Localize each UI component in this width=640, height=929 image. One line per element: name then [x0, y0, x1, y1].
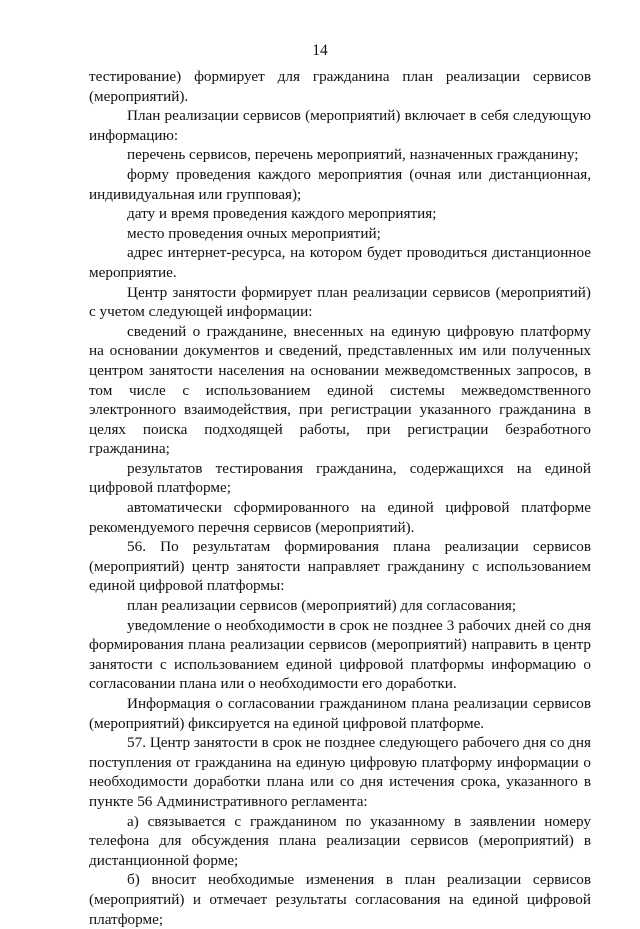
paragraph: 57. Центр занятости в срок не позднее следующего рабочего дня со дня поступления от гражданина на единую цифровую платформу информации о необходимости доработки плана или со дня истечения срока, указанного в пункте 56 Административного регламента:: [89, 734, 591, 810]
paragraph: Центр занятости формирует план реализации сервисов (мероприятий) с учетом следующей информации:: [89, 283, 591, 321]
list-item: адрес интернет-ресурса, на котором будет проводиться дистанционное мероприятие.: [89, 244, 591, 281]
list-item: б) вносит необходимые изменения в план реализации сервисов (мероприятий) и отмечает результаты согласования на единой цифровой платформе;: [89, 871, 591, 928]
paragraph: 56. По результатам формирования плана реализации сервисов (мероприятий) центр занятости направляет гражданину с использованием единой цифровой платформы:: [89, 538, 591, 595]
list-item: уведомление о необходимости в срок не позднее 3 рабочих дней со дня формирования плана реализации сервисов (мероприятий) направить в центр занятости с использованием единой цифровой платформы информацию о согласовании плана или о необходимости его доработки.: [89, 616, 591, 693]
list-item: автоматически сформированного на единой цифровой платформе рекомендуемого перечня сервисов (мероприятий).: [89, 499, 591, 536]
document-body: [89, 67, 591, 929]
list-item: место проведения очных мероприятий;: [127, 224, 381, 242]
paragraph: тестирование) формирует для гражданина план реализации сервисов (мероприятий).: [89, 68, 591, 105]
list-item: перечень сервисов, перечень мероприятий, назначенных гражданину;: [127, 146, 579, 164]
list-item: сведений о гражданине, внесенных на единую цифровую платформу на основании документов и сведений, представленных им или полученных центром занятости населения на основании межведомственных запросов, в том числе с использованием единой системы межведомственного электронного взаимодействия, при регистрации указанного гражданина в целях поиска подходящей работы, при регистрации безработного гражданина;: [89, 322, 591, 458]
page-number: 14: [312, 42, 328, 59]
list-item: форму проведения каждого мероприятия (очная или дистанционная, индивидуальная или групповая);: [89, 165, 591, 203]
list-item: результатов тестирования гражданина, содержащихся на единой цифровой платформе;: [89, 459, 591, 497]
paragraph: Информация о согласовании гражданином плана реализации сервисов (мероприятий) фиксируется на единой цифровой платформе.: [89, 695, 591, 732]
list-item: план реализации сервисов (мероприятий) для согласования;: [127, 597, 517, 615]
list-item: а) связывается с гражданином по указанному в заявлении номеру телефона для обсуждения плана реализации сервисов (мероприятий) в дистанционной форме;: [89, 812, 591, 869]
list-item: дату и время проведения каждого мероприятия;: [127, 205, 437, 223]
paragraph: План реализации сервисов (мероприятий) включает в себя следующую информацию:: [89, 107, 591, 144]
